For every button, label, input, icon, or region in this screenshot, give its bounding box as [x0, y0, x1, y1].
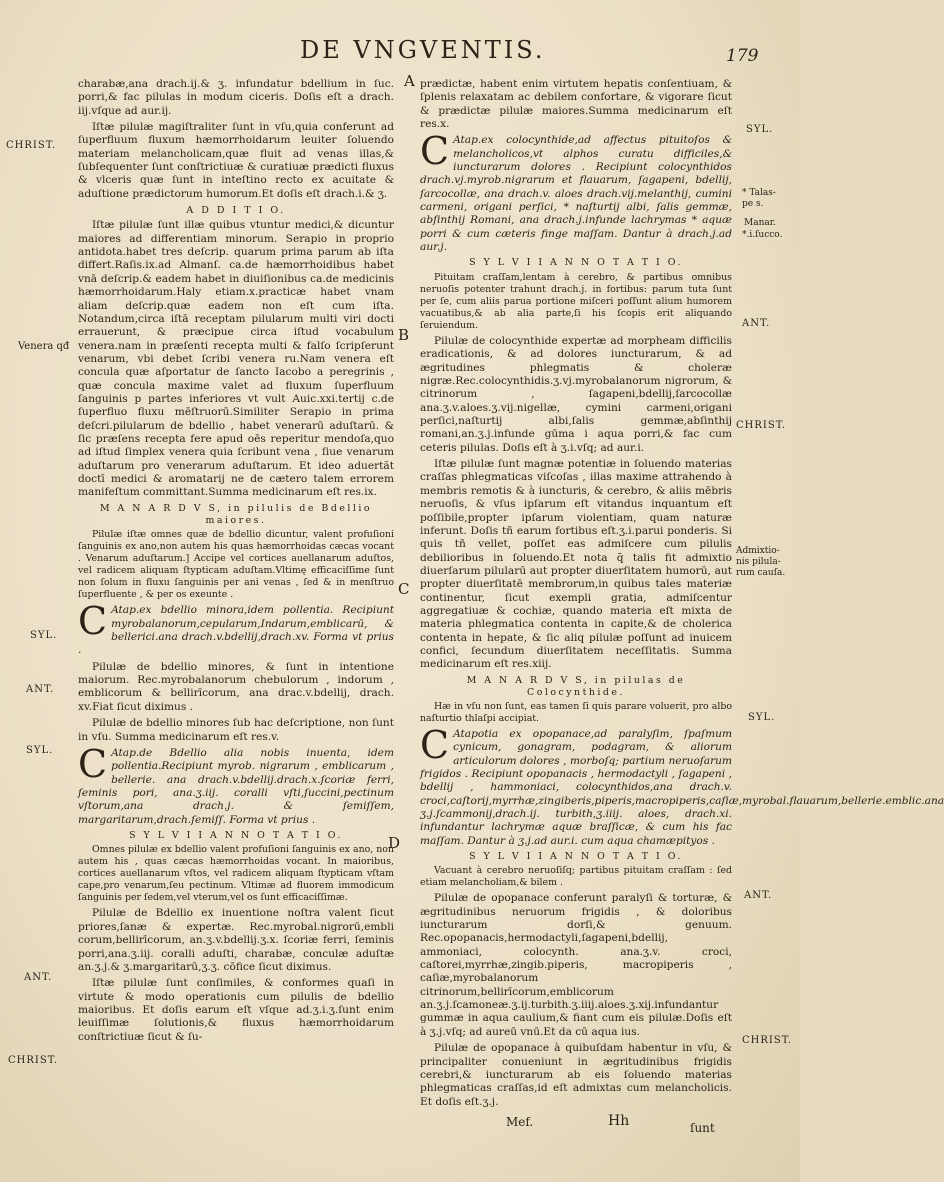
section-letter-d: D: [388, 834, 401, 852]
margin-note-christ: CHRIST.: [8, 1055, 59, 1066]
paragraph-text: M A N A R D V S, in pilulis de Bdellio maiores.: [99, 502, 373, 526]
page-header: [0, 30, 800, 70]
paragraph: [420, 458, 732, 672]
running-title: DE VNGVENTIS.: [300, 36, 546, 64]
paragraph-text: Hæ in vſu non ſunt, eas tamen ſi quis parare voluerit, pro albo naſturtio thlaſpi accipiat.: [420, 700, 732, 724]
paragraph-text: Atap.ex colocynthide,ad affectus pituitoſos & melancholicos,vt alphos curatu difficiles,& iuncturarum dolores . Recipiunt colocynthidos drach.vj.myrob.nigrarum et flauarum, ſagapeni, bdellij, ſarcocollæ, ana drach.v. aloes drach.vij.melanthij, cumini carmeni, origani perſici, * naſturtij albi, ſalis gemmæ, abſinthij Romani, ana drach.j.infunde lachrymas * aquæ porri & cum cæteris finge maſſam. Dantur à drach.j.ad aur.j.: [420, 134, 732, 254]
paragraph-text: Atapotia ex opopanace,ad paralyſim, ſpaſmum cynicum, gonagram, podagram, & aliorum articulorum dolores , morboſq; partium neruoſarum frigidos . Recipiunt opopanacis , hermodactyli , ſagapeni , bdellij , hammoniaci, colocynthidos,ana drach.v. croci,caſtorij,myrrhæ,zingiberis,piperis,macropiperis,caſiæ,myrobal.flauarum,bellerie.emblic.ana ʒ.j.ſcammonij,drach.ij. turbith,ʒ.iiij. aloes, drach.xi. infundantur lachrymæ aquæ braſſicæ, & cum his fac maſſam. Dantur à ʒ.j.ad aur.i. cum aqua chamæpityos .: [420, 728, 944, 847]
paragraph: [78, 529, 394, 602]
paragraph: [420, 892, 732, 1039]
paragraph-text: prædictæ, habent enim virtutem hepatis conſentiuam, & ſplenis relaxatam ac debilem confortare, & vigorare ſicut & prædictæ pilulæ maiores.Summa medicinarum eſt res.x.: [420, 78, 732, 131]
section-heading: [420, 675, 732, 699]
margin-note-syl: SYL.: [746, 124, 774, 135]
margin-note-ant: ANT.: [744, 890, 773, 901]
section-heading: [420, 851, 732, 863]
paragraph: [420, 701, 732, 725]
paragraph: [420, 335, 732, 455]
margin-note-ant: ANT.: [24, 972, 53, 983]
section-heading: [78, 204, 394, 217]
paragraph-text: M A N A R D V S, in pilulas de Colocynthide.: [466, 674, 686, 698]
drop-cap-initial: C: [78, 741, 108, 786]
margin-note-ant: ANT.: [26, 684, 55, 695]
paragraph: [78, 661, 394, 714]
margin-note-syl: SYL.: [26, 745, 54, 756]
margin-note-ant: ANT.: [742, 318, 771, 329]
paragraph-text: Iſtæ pilulæ magiſtraliter ſunt in vſu,quia conferunt ad ſuperfluum fluxum hæmorrhoidarum leuiter ſoluendo materiam melancholicam,quæ fluit ad venas illas,& ſubſequenter ſunt conſtrictiuæ & curatiuæ prædicti fluxus & vlceris quæ ſunt in inteſtino recto ex acuitate & aduſtione prædictorum humorum.Et doſis eſt drach.i.& ʒ.: [78, 121, 394, 200]
paragraph: [420, 1042, 732, 1109]
paragraph: [78, 219, 394, 499]
paragraph: [78, 741, 394, 827]
paragraph-text: S Y L V I I A N N O T A T I O.: [469, 851, 683, 863]
paragraph: [78, 844, 394, 904]
paragraph-text: Vacuant à cerebro neruoſiſq; partibus pituitam craſſam : ſed etiam melancholiam,& bilem .: [420, 865, 732, 889]
paragraph: [420, 865, 732, 889]
paragraph-text: charabæ,ana drach.ij.& ʒ. infundatur bdellium in ſuc. porri,& fac pilulas in modum ciceris. Doſis eſt a drach. iij.vſque ad aur.ij.: [78, 78, 394, 117]
paragraph-text: Pilulæ de Bdellio ex inuentione noſtra valent ſicut priores,ſanæ & expertæ. Rec.myrobal.nigrorū,embli corum,bellirīcorum, an.ʒ.v.bdellij.ʒ.x. ſcoriæ ferri, ſeminis porri,ana.ʒ.iij. coralli aduſti, charabæ, conculæ aduſtæ an.ʒ.j.& ʒ.margaritarū,ʒ.ʒ. cōfice ſicut diximus.: [78, 907, 394, 973]
paragraph-text: Iſtæ pilulæ ſunt magnæ potentiæ in ſoluendo materias craſſas phlegmaticas viſcoſas , illas maxime attrahendo à membris remotis & à iuncturis, & cerebro, & aliis mēbris neruoſis, & vſus ipſarum eſt vitandus inquantum eſt poſſibile,propter ipſarum violentiam, quam naturæ inferunt. Doſis tñ earum fortibus eſt.ʒ.i.parui ponderis. Si quis tñ vellet, poſſet eas admiſcere cum pilulis debilioribus in ſoluendo.Et nota q̄ talis fit admixtio diuerſarum pilularū aut propter diuerſitatem humorū, aut propter diuerſitatē membrorum,in quibus tales materiæ continentur, ſicut exempli gratia, admiſcentur aggregatiuæ & cochiæ, quando materia eſt mixta de materia phlegmatica contenta in capite,& de cholerica contenta in hepate, & ſic aliq pilulæ poſſunt ad inuicem confici, ſecundum diuerſitatem neceſſitatis. Summa medicinarum eſt res.xiij.: [420, 458, 732, 671]
paragraph: [78, 717, 394, 744]
paragraph: [78, 78, 394, 118]
signature-mark: Mef.: [506, 1115, 534, 1129]
paragraph: [420, 272, 732, 332]
gathering-signature: Hh: [608, 1113, 630, 1129]
page-number: 179: [726, 46, 759, 66]
margin-note-christ: CHRIST.: [742, 1035, 793, 1046]
paragraph-text: Pilulæ de opopanace à quibuſdam habentur in vſu, & principaliter conueniunt in ægritudinibus frigidis cerebri,& iuncturarum ab eis ſoluendo materias phlegmaticas craſſas,id eſt admixtas cum melancholicis. Et doſis eſt.ʒ.j.: [420, 1042, 732, 1108]
paragraph-text: A D D I T I O.: [186, 205, 286, 217]
left-text-column: [78, 78, 394, 1047]
margin-note-talaspes: * Talas- pe s.: [742, 188, 776, 209]
section-heading: [420, 257, 732, 269]
paragraph-text: Pilulæ iſtæ omnes quæ de bdellio dicuntur, valent profuſioni ſanguinis ex ano,non autem his quas hæmorrhoidas cæcas vocant . Venarum aduſtarum.] Accipe vel cortices auellanarum aduſtos, vel radicem aliquam ſtypticam aduſtam.Vltimę efficaciſſime ſunt non ſolum in fluxu ſanguinis per ani venas , ſed & in menſtruo ſuperfluente , & per os exeunte .: [78, 528, 394, 601]
drop-cap-initial: C: [420, 129, 450, 174]
section-letter-b: B: [398, 326, 410, 344]
section-letter-c: C: [398, 580, 410, 598]
margin-note-syl: SYL.: [748, 712, 776, 723]
section-heading: [78, 503, 394, 527]
paragraph: [420, 723, 944, 848]
paragraph: [420, 78, 732, 131]
paragraph: [420, 129, 732, 254]
paragraph-text: Pilulæ de bdellio minores ſub hac deſcriptione, non ſunt in vſu. Summa medicinarum eſt res.v.: [78, 717, 394, 743]
section-heading: [78, 830, 394, 842]
margin-note-christ: CHRIST.: [6, 140, 57, 151]
catchword: ſunt: [690, 1121, 715, 1135]
margin-note-manar: Manar.: [744, 218, 776, 228]
paragraph-text: Atap.de Bdellio alia nobis inuenta, idem pollentia.Recipiunt myrob. nigrarum , emblicarum , bellerie. ana drach.v.bdellij.drach.x.ſcoriæ ferri, ſeminis pori, ana.ʒ.iij. coralli vſti,ſuccini,pectinum vſtorum,ana drach.j. & ſemiſſem, margaritarum,drach.ſemiſſ. Forma vt prius .: [78, 746, 394, 826]
paragraph-text: Pituitam craſſam,lentam à cerebro, & partibus omnibus neruoſis potenter trahunt drach.j. in fortibus: parum tuta ſunt per ſe, cum aliis parua portione miſceri poſſunt alium humorem vacuatibus,& ab alia parte,ſi his ſcopis erit aliquando ſeruiendum.: [420, 271, 732, 331]
paragraph: [78, 977, 394, 1044]
paragraph-text: Pilulæ de bdellio minores, & ſunt in intentione maiorum. Rec.myrobalanorum chebulorum , indorum , emblicorum & bellirīcorum, ana drac.v.bdellij, drach. xv.Fiat ſicut diximus .: [78, 660, 394, 713]
paragraph-text: S Y L V I I A N N O T A T I O.: [129, 829, 343, 841]
paragraph-text: Iſtæ pilulæ ſunt conſimiles, & conformes quaſi in virtute & modo operationis cum pilulis de bdellio maioribus. Et doſis earum eſt vſque ad.ʒ.i.ʒ.ſunt enim leuiſſimæ ſolutionis,& fluxus hæmorrhoidarum conſtrictiuæ ſicut & ſu-: [78, 977, 394, 1043]
paragraph-text: Omnes pilulæ ex bdellio valent profuſioni ſanguinis ex ano, non autem his , quas cæcas hæmorrhoidas vocant. In maioribus, cortices auellanarum vſtos, vel radicem aliquam ſtypticam vſtam cape,pro venarum,ſeu pectinum. Vltimæ ad fluorem immodicum ſanguinis per ſedem,vel vterum,vel os ſunt efficaciſſimæ.: [78, 844, 394, 904]
margin-note-christ: CHRIST.: [736, 420, 787, 431]
paragraph-text: Iſtæ pilulæ ſunt illæ quibus vtuntur medici,& dicuntur maiores ad differentiam minorum. Serapio in proprio antidota.habet tres deſcrip. quarum prima parum ab iſta differt.Raſis.ix.ad Almanſ. ca.de hæmorrhoidibus habet vnā deſcrip.& eadem habet in diuiſionibus ca.de medicinis hæmorrhoidarum.Haly etiam.x.practicæ habet vnam aliam deſcrip.quæ eadem non eſt cum iſta. Notandum,circa iſtā receptam pilularum multi viri docti errauerunt, & præcipue circa iſtud vocabulum venera.nam in præſenti recepta multi & falſo ſcripſerunt venarum, vbi debet ſcribi venera ru.Nam venera eſt concula quæ aſportatur de ſancto Iacobo a peregrinis , quæ concula maxime valet ad fluxum ſuperfluum ſanguinis p partes inferiores vt vult Auic.xxi.tertij c.de ſuperfluo fluxu mēſtruorū.Similiter Serapio in prima deſcri.pilularum de bdellio , habet venerarū aduſtarū. & ſic præſens recepta fere apud oēs reperitur mendoſa,quo ad iſtud ſimplex venera quia ſcribunt vena , ſiue venarum aduſtarum pro venerarum aduſtarum. Et ideo aduertãt doctī medici & aromatarij ne de cætero talem errorem manifeſtum committant.Summa medicinarum eſt res.ix.: [78, 219, 394, 499]
paragraph-text: S Y L V I I A N N O T A T I O.: [469, 257, 683, 269]
margin-note-venera: Venera qđ: [18, 341, 70, 352]
paragraph: [78, 907, 394, 974]
margin-note-syl: SYL.: [30, 630, 58, 641]
margin-note-succo: *.i.ſucco.: [742, 230, 783, 240]
paragraph-text: Pilulæ de colocynthide expertæ ad morpheam difficilis eradicationis, & ad dolores iuncturarum, & ad ægritudines phlegmatis & choleræ nigræ.Rec.colocynthidis.ʒ.vj.myrobalanorum nigrorum, & citrinorum , ſagapeni,bdellij,ſarcocollæ ana.ʒ.v.aloes.ʒ.vij.nigellæ, cymini carmeni,origani perſici,naſturtij albi,ſalis gemmæ,abſinthij romani,an.ʒ.j.infunde gūma i aqua porri,& fac cum ceteris pilulas. Doſis eſt à ʒ.i.vſq; ad aur.i.: [420, 335, 732, 454]
margin-note-admixtio: Admixtio- nis pilula- rum cauſa.: [736, 546, 786, 578]
paragraph: [78, 599, 394, 657]
paragraph-text: Atap.ex bdellio minora,idem pollentia. Recipiunt myrobalanorum,cepularum,Indarum,emblicarū, & bellerici.ana drach.v.bdellij,drach.xv. Forma vt prius .: [78, 604, 394, 657]
paragraph-text: Pilulæ de opopanace conferunt paralyſi & torturæ, & ægritudinibus neruorum frigidis , & doloribus iuncturarum dorſi,& genuum. Rec.opopanacis,hermodactyli,ſagapeni,bdellij, ammoniaci, colocynth. ana.ʒ.v. croci, caſtorei,myrrhæ,zingib.piperis, macropiperis , caſiæ,myrobalanorum citrinorum,bellirīcorum,emblicorum an.ʒ.j.ſcamoneæ.ʒ.ij.turbith.ʒ.iiij.aloes.ʒ.xij.infundantur gummæ in aqua caulium,& fiant cum eis pilulæ.Doſis eſt à ʒ.j.vſq; ad aureū vnū.Et da cū aqua ius.: [420, 892, 732, 1038]
section-letter-a: A: [404, 72, 415, 90]
drop-cap-initial: C: [420, 723, 450, 767]
page-footer: [0, 1115, 800, 1155]
paragraph: [78, 121, 394, 201]
drop-cap-initial: C: [78, 599, 108, 644]
